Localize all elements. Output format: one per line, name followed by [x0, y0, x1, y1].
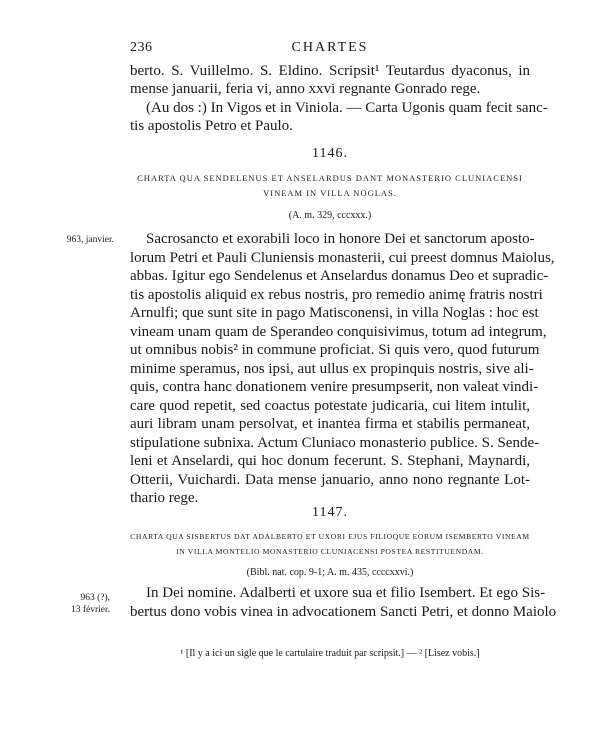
page-number: 236: [130, 40, 153, 55]
text-line: In Dei nomine. Adalberti et uxore sua et filio Isembert. Et ego Sis-: [146, 585, 546, 601]
margin-date: 963, janvier.: [66, 235, 114, 245]
text-line: berto. S. Vuillelmo. S. Eldino. Scripsit¹ Teutardus dyaconus, in: [130, 63, 530, 79]
charter-source: (Bibl. nat. cop. 9-1; A. m. 435, ccccxxvi.): [246, 567, 414, 578]
charter-number: 1146.: [312, 146, 348, 161]
margin-date: [20, 592, 110, 616]
text-line: bertus dono vobis vinea in advocationem Sancti Petri, et donno Maiolo: [130, 604, 557, 620]
charter-title-line: VINEAM IN VILLA NOGLAS.: [263, 188, 397, 198]
footnotes: ¹ [Il y a ici un sigle que le cartulaire traduit par scripsit.] — ² [Lisez vobis.]: [180, 648, 480, 659]
text-line: tis apostolis aliquid ex rebus nostris, pro remedio animę fratris nostri: [130, 286, 543, 303]
text-line: mense januarii, feria vi, anno xxvi regnante Gonrado rege.: [130, 81, 481, 97]
text-line: stipulatione subnixa. Actum Cluniaco monasterio publice. S. Sende-: [130, 434, 540, 451]
charter-title-line: CHARTA QUA SISBERTUS DAT ADALBERTO ET UXORI EJUS FILIOQUE EORUM ISEMBERTO VINEAM: [130, 532, 530, 541]
page-header: [130, 40, 530, 58]
text-line: (Au dos :) In Vigos et in Viniola. — Carta Ugonis quam fecit sanc-: [146, 100, 548, 116]
text-line: ut omnibus nobis² in commune proficiat. Si quis vero, quod futurum: [130, 342, 540, 358]
charter-source: (A. m. 329, cccxxx.): [288, 210, 372, 221]
text-line: lorum Petri et Pauli Cluniensis monasterii, cui preest domnus Maiolus,: [130, 249, 555, 266]
text-line: Otterii, Vuichardi. Data mense januario, anno nono regnante Lot-: [130, 471, 530, 488]
charter-title-line: CHARTA QUA SENDELENUS ET ANSELARDUS DANT MONASTERIO CLUNIACENSI: [137, 173, 523, 183]
margin-date-line: 13 février.: [70, 605, 110, 615]
text-line: quis, contra hanc donationem venire presumpserit, non valeat vindi-: [130, 379, 539, 395]
text-line: care quod repetit, sed coactus potestate judicaria, cui litem intulit,: [130, 397, 530, 414]
text-line: tis apostolis Petro et Paulo.: [130, 118, 293, 134]
text-line: leni et Anselardi, qui hoc donum fecerunt. S. Stephani, Maynardi,: [130, 453, 530, 469]
text-line: minime speramus, nos ipsi, aut ullus ex propinquis nostris, sive ali-: [130, 360, 534, 377]
margin-date-line: 963 (?),: [80, 593, 110, 603]
text-line: abbas. Igitur ego Sendelenus et Anselardus donamus Deo et supradic-: [130, 268, 549, 284]
text-line: Arnulfi; que sunt site in pago Matisconensi, in villa Noglas : hoc est: [130, 305, 539, 321]
text-line: auri libram unam persolvat, et inantea firma et stabilis permaneat,: [130, 416, 530, 432]
text-line: Sacrosancto et exorabili loco in honore Dei et sanctorum aposto-: [146, 231, 535, 247]
text-line: thario rege.: [130, 490, 199, 506]
running-title: CHARTES: [291, 40, 369, 55]
text-line: vineam unam quam de Sperandeo conquisivimus, totum ad integrum,: [130, 323, 547, 340]
charter-title-line: IN VILLA MONTELIO MONASTERIO CLUNIACENSI POSTEA RESTITUENDAM.: [176, 547, 484, 556]
charter-number: 1147.: [312, 505, 348, 520]
